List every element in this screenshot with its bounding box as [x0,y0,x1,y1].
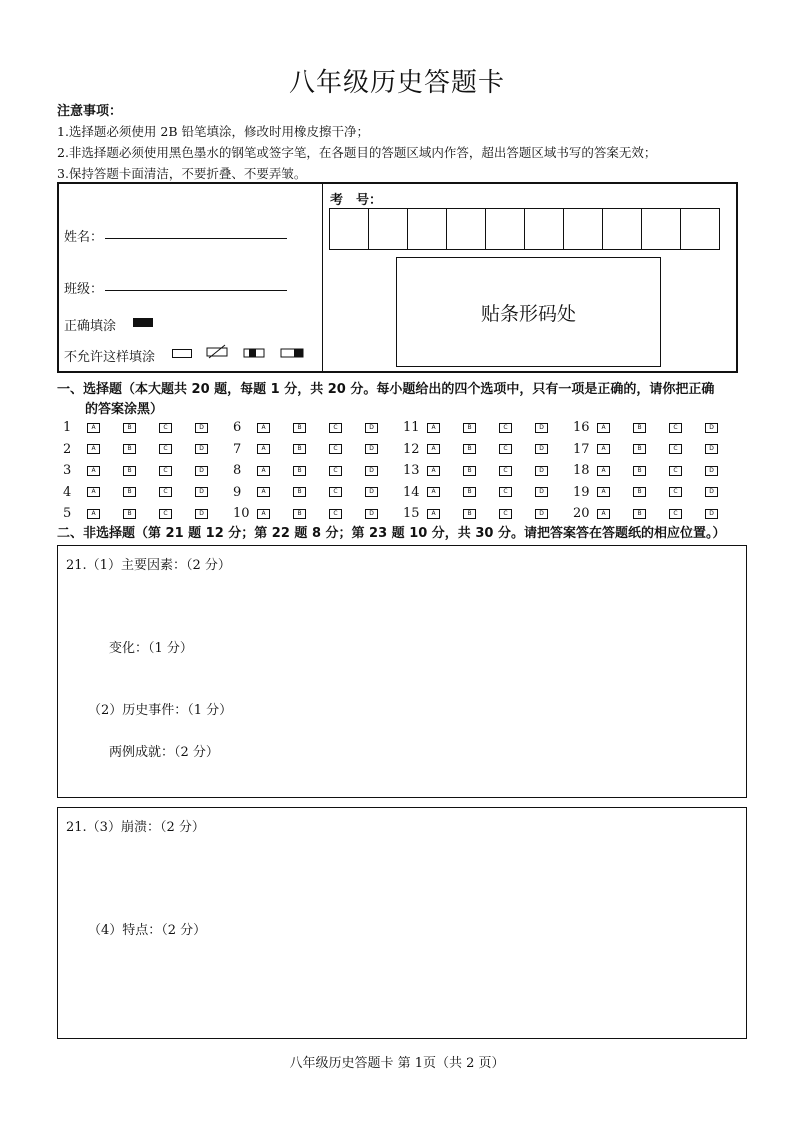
correct-fill-sample-icon [133,318,153,327]
empty-box-sample-icon [172,349,192,358]
option-bubble-b[interactable]: B [123,466,136,476]
option-bubble-d[interactable]: D [535,444,548,454]
option-bubble-a[interactable]: A [597,509,610,519]
option-bubble-b[interactable]: B [293,487,306,497]
question-group [233,485,403,500]
choice-row [63,417,743,439]
option-bubble-b[interactable]: B [293,466,306,476]
question-number: 18 [573,463,590,479]
question-number: 6 [233,420,242,436]
exam-no-cell[interactable] [368,208,408,250]
question-group [63,442,233,457]
barcode-label: 贴条形码处 [480,302,576,325]
option-bubble-d[interactable]: D [365,423,378,433]
question-number: 8 [233,463,242,479]
option-bubble-b[interactable]: B [633,423,646,433]
option-bubble-d[interactable]: D [195,466,208,476]
option-bubble-c[interactable]: C [159,423,172,433]
question-group [233,463,403,478]
question-group [573,506,743,521]
question-number: 5 [63,506,72,522]
option-bubble-c[interactable]: C [499,423,512,433]
question-number: 17 [573,441,590,457]
option-bubble-a[interactable]: A [597,444,610,454]
question-group [63,506,233,521]
option-bubble-b[interactable]: B [463,509,476,519]
question-group [403,463,573,478]
partial-fill-sample-icon [243,347,267,359]
option-bubble-d[interactable]: D [705,509,718,519]
q21-4-label: （4）特点：（2 分） [88,923,207,938]
option-bubble-d[interactable]: D [705,423,718,433]
question-number: 20 [573,506,590,522]
section1-heading-cont: 的答案涂黑） [85,402,164,417]
option-bubble-a[interactable]: A [597,423,610,433]
question-number: 3 [63,463,72,479]
option-bubble-c[interactable]: C [499,509,512,519]
exam-no-cell[interactable] [602,208,642,250]
exam-no-cell[interactable] [524,208,564,250]
info-divider [322,184,323,371]
question-group [63,420,233,435]
option-bubble-a[interactable]: A [427,487,440,497]
answer-box-1[interactable] [57,545,747,798]
option-bubble-a[interactable]: A [257,487,270,497]
option-bubble-c[interactable]: C [329,509,342,519]
option-bubble-a[interactable]: A [597,487,610,497]
name-label: 姓名： [64,230,104,245]
question-number: 10 [233,506,250,522]
option-bubble-a[interactable]: A [87,509,100,519]
option-bubble-d[interactable]: D [365,487,378,497]
question-group [63,463,233,478]
question-group [573,463,743,478]
question-group [573,442,743,457]
option-bubble-a[interactable]: A [87,466,100,476]
q21-2b-label: 两例成就：（2 分） [109,745,219,760]
option-bubble-b[interactable]: B [463,487,476,497]
option-bubble-b[interactable]: B [293,423,306,433]
option-bubble-d[interactable]: D [535,487,548,497]
class-field[interactable] [105,290,287,291]
section2-heading: 二、非选择题（第 21 题 12 分；第 22 题 8 分；第 23 题 10 分，共 30 分。请把答案答在答题纸的相应位置。） [57,526,726,541]
exam-no-cell[interactable] [485,208,525,250]
option-bubble-c[interactable]: C [669,444,682,454]
question-group [573,485,743,500]
option-bubble-a[interactable]: A [87,423,100,433]
option-bubble-b[interactable]: B [123,444,136,454]
option-bubble-a[interactable]: A [257,423,270,433]
option-bubble-b[interactable]: B [463,423,476,433]
section1-heading: 一、选择题（本大题共 20 题，每题 1 分，共 20 分。每小题给出的四个选项中，只有一项是正确的，请你把正确 [57,382,715,397]
option-bubble-c[interactable]: C [159,509,172,519]
question-number: 19 [573,484,590,500]
option-bubble-c[interactable]: C [329,487,342,497]
option-bubble-d[interactable]: D [195,423,208,433]
exam-no-cell[interactable] [329,208,369,250]
option-bubble-a[interactable]: A [257,444,270,454]
option-bubble-b[interactable]: B [633,509,646,519]
question-group [233,420,403,435]
question-number: 4 [63,484,72,500]
option-bubble-d[interactable]: D [195,487,208,497]
question-group [233,506,403,521]
question-group [403,420,573,435]
name-field[interactable] [105,238,287,239]
question-group [233,442,403,457]
option-bubble-c[interactable]: C [669,466,682,476]
option-bubble-a[interactable]: A [257,466,270,476]
choice-row [63,439,743,461]
option-bubble-d[interactable]: D [705,487,718,497]
q21-2-label: （2）历史事件：（1 分） [88,703,233,718]
option-bubble-a[interactable]: A [597,466,610,476]
correct-fill-label: 正确填涂 [64,319,117,334]
notice-item-2: 2.非选择题必须使用黑色墨水的钢笔或签字笔，在各题目的答题区域内作答，超出答题区域书写的答案无效； [57,145,657,160]
option-bubble-d[interactable]: D [535,423,548,433]
option-bubble-d[interactable]: D [365,509,378,519]
option-bubble-c[interactable]: C [499,487,512,497]
exam-no-grid[interactable] [329,208,720,250]
exam-no-label: 考 号： [330,193,383,208]
q21-3-label: 21.（3）崩溃：（2 分） [66,820,205,835]
page-title: 八年级历史答题卡 [288,68,505,98]
question-number: 13 [403,463,420,479]
option-bubble-c[interactable]: C [499,466,512,476]
option-bubble-a[interactable]: A [87,444,100,454]
question-number: 14 [403,484,420,500]
option-bubble-b[interactable]: B [633,466,646,476]
question-number: 11 [403,420,420,436]
question-group [403,506,573,521]
notice-item-3: 3.保持答题卡面清洁，不要折叠、不要弄皱。 [57,166,307,181]
q21-1-label: 21.（1）主要因素：（2 分） [66,558,231,573]
question-number: 16 [573,420,590,436]
option-bubble-c[interactable]: C [159,444,172,454]
question-number: 1 [63,420,72,436]
choice-row [63,460,743,482]
option-bubble-c[interactable]: C [329,444,342,454]
option-bubble-b[interactable]: B [123,487,136,497]
option-bubble-a[interactable]: A [427,509,440,519]
question-number: 15 [403,506,420,522]
choice-grid [63,417,743,525]
option-bubble-d[interactable]: D [195,509,208,519]
option-bubble-d[interactable]: D [365,444,378,454]
option-bubble-c[interactable]: C [669,423,682,433]
option-bubble-b[interactable]: B [633,444,646,454]
exam-no-cell[interactable] [563,208,603,250]
option-bubble-c[interactable]: C [669,509,682,519]
q21-1b-label: 变化：（1 分） [109,641,193,656]
option-bubble-d[interactable]: D [705,466,718,476]
exam-no-cell[interactable] [680,208,720,250]
page-footer: 八年级历史答题卡 第 1页（共 2 页） [289,1056,505,1071]
wrong-fill-label: 不允许这样填涂 [64,350,156,365]
notice-heading: 注意事项： [57,104,123,119]
question-group [63,485,233,500]
question-number: 2 [63,441,72,457]
choice-row [63,482,743,504]
option-bubble-b[interactable]: B [633,487,646,497]
option-bubble-c[interactable]: C [159,487,172,497]
option-bubble-a[interactable]: A [427,444,440,454]
option-bubble-c[interactable]: C [329,423,342,433]
slash-box-sample-icon [205,343,231,359]
corner-fill-sample-icon [280,347,306,359]
option-bubble-b[interactable]: B [293,444,306,454]
option-bubble-d[interactable]: D [535,509,548,519]
exam-no-cell[interactable] [446,208,486,250]
option-bubble-c[interactable]: C [499,444,512,454]
option-bubble-d[interactable]: D [195,444,208,454]
question-group [573,420,743,435]
option-bubble-d[interactable]: D [705,444,718,454]
option-bubble-a[interactable]: A [87,487,100,497]
question-number: 7 [233,441,242,457]
option-bubble-b[interactable]: B [123,423,136,433]
option-bubble-a[interactable]: A [427,423,440,433]
option-bubble-a[interactable]: A [427,466,440,476]
question-group [403,442,573,457]
question-number: 9 [233,484,242,500]
exam-no-cell[interactable] [641,208,681,250]
option-bubble-c[interactable]: C [329,466,342,476]
option-bubble-a[interactable]: A [257,509,270,519]
notice-item-1: 1.选择题必须使用 2B 铅笔填涂，修改时用橡皮擦干净； [57,124,370,139]
barcode-area [396,257,661,367]
class-label: 班级： [64,282,104,297]
option-bubble-d[interactable]: D [535,466,548,476]
option-bubble-b[interactable]: B [123,509,136,519]
question-number: 12 [403,441,420,457]
option-bubble-b[interactable]: B [463,466,476,476]
option-bubble-c[interactable]: C [159,466,172,476]
option-bubble-d[interactable]: D [365,466,378,476]
question-group [403,485,573,500]
option-bubble-b[interactable]: B [463,444,476,454]
option-bubble-c[interactable]: C [669,487,682,497]
exam-no-cell[interactable] [407,208,447,250]
option-bubble-b[interactable]: B [293,509,306,519]
